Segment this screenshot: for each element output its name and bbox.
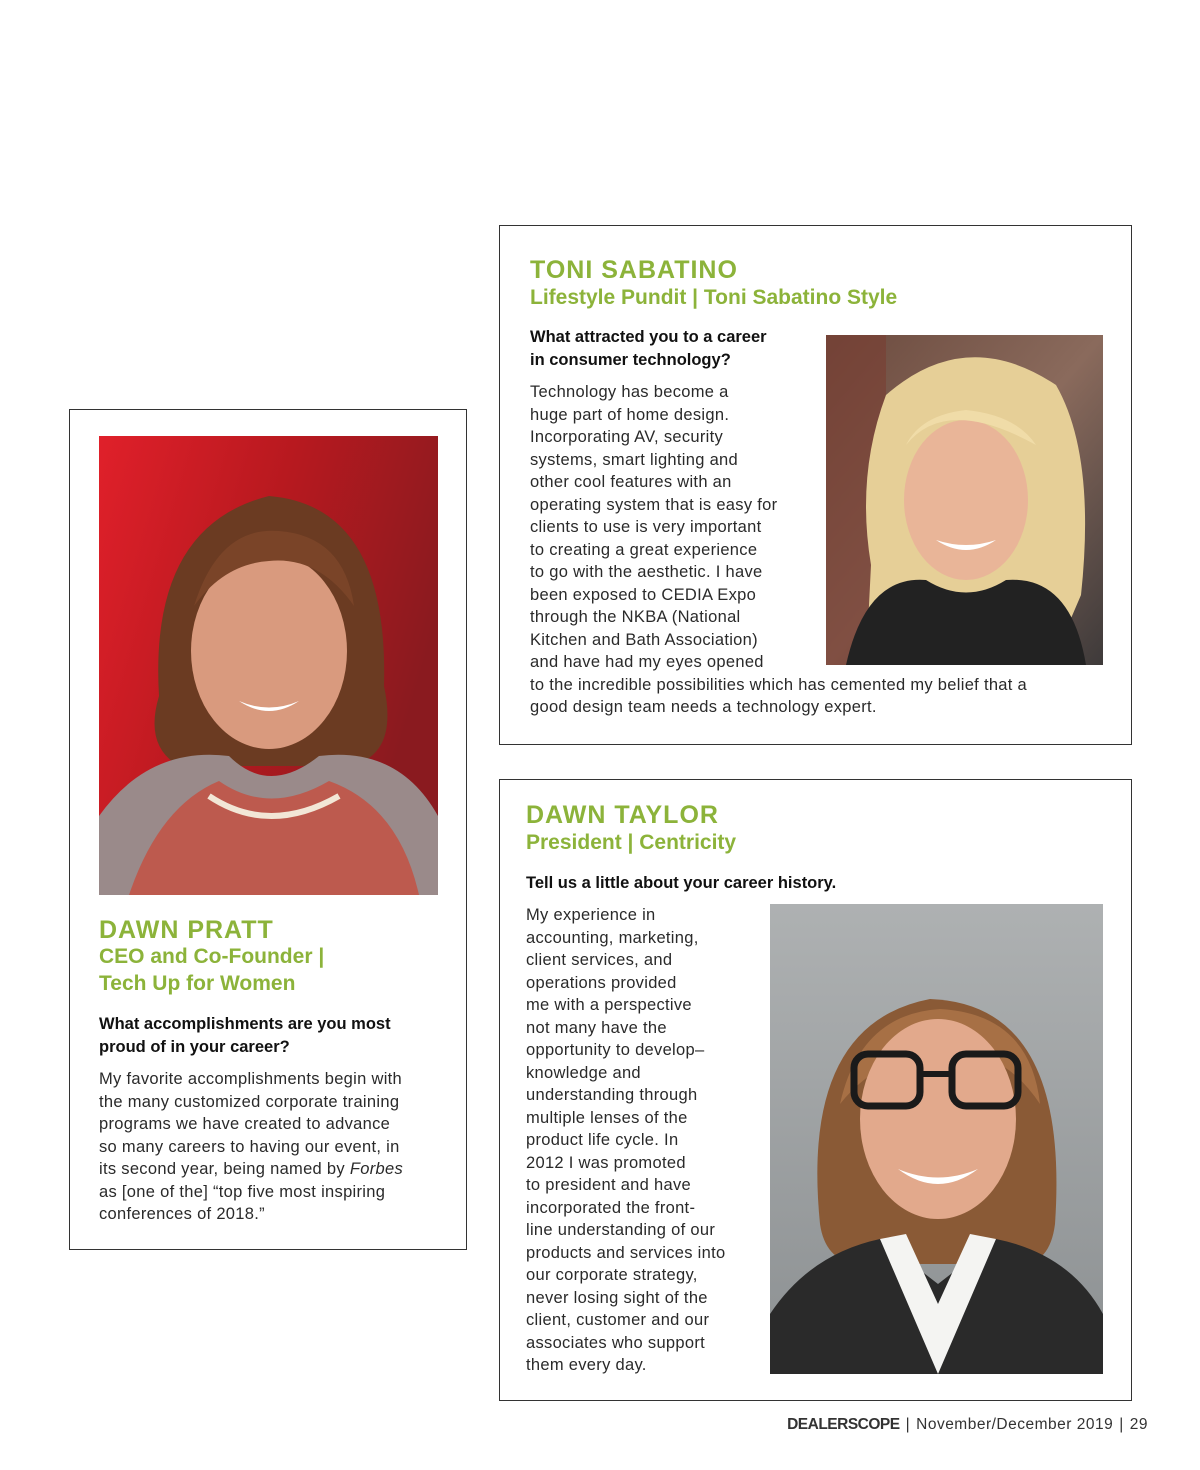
magazine-brand: DEALERSCOPE (787, 1416, 900, 1433)
portrait-photo (826, 335, 1103, 665)
profile-role: CEO and Co-Founder | Tech Up for Women (99, 945, 325, 995)
profile-name: TONI SABATINO (530, 256, 738, 284)
interview-answer: My favorite accomplishments begin with the many customized corporate training programs we have created to advance so many careers to having our event, in its second year, being named by Forbes as [one of the] “top five most inspiring conferences of 2018.” (99, 1070, 403, 1223)
interview-answer: My experience in accounting, marketing, client services, and operations provided me with a perspective not many have the opportunity to develop– knowledge and understanding through multiple lenses of the product life cycle. In 2012 I was promoted to president and have incorporated the front- line understanding of our products and services into our corporate strategy, never losing sight of the client, customer and our associates who support them every day. (526, 906, 726, 1374)
interview-question: What attracted you to a career in consumer technology? (530, 328, 767, 369)
issue-date: November/December 2019 (916, 1416, 1114, 1433)
profile-card-dawn-taylor (499, 779, 1132, 1401)
interview-question: What accomplishments are you most proud of in your career? (99, 1015, 391, 1056)
portrait-photo (770, 904, 1103, 1374)
page-number: 29 (1129, 1416, 1148, 1433)
profile-role: President | Centricity (526, 831, 737, 854)
profile-name: DAWN PRATT (99, 916, 274, 944)
profile-role: Lifestyle Pundit | Toni Sabatino Style (530, 286, 898, 309)
interview-answer: Technology has become a huge part of home design. Incorporating AV, security systems, smart lighting and other cool features with an operating system that is easy for clients to use is very important to creating a great experience to go with the aesthetic. I have been exposed to CEDIA Expo through the NKBA (National Kitchen and Bath Association) and have had my eyes opened to the incredible possibilities which has cemented my belief that a good design team needs a technology expert. (530, 383, 1028, 716)
interview-question: Tell us a little about your career history. (526, 874, 837, 892)
page-footer: DEALERSCOPE | November/December 2019 | 29 (787, 1416, 1148, 1433)
publication-name: Forbes (349, 1160, 403, 1178)
profile-card-toni-sabatino (499, 225, 1132, 745)
portrait-photo (99, 436, 438, 895)
profile-card-dawn-pratt (69, 409, 467, 1250)
profile-name: DAWN TAYLOR (526, 801, 719, 829)
